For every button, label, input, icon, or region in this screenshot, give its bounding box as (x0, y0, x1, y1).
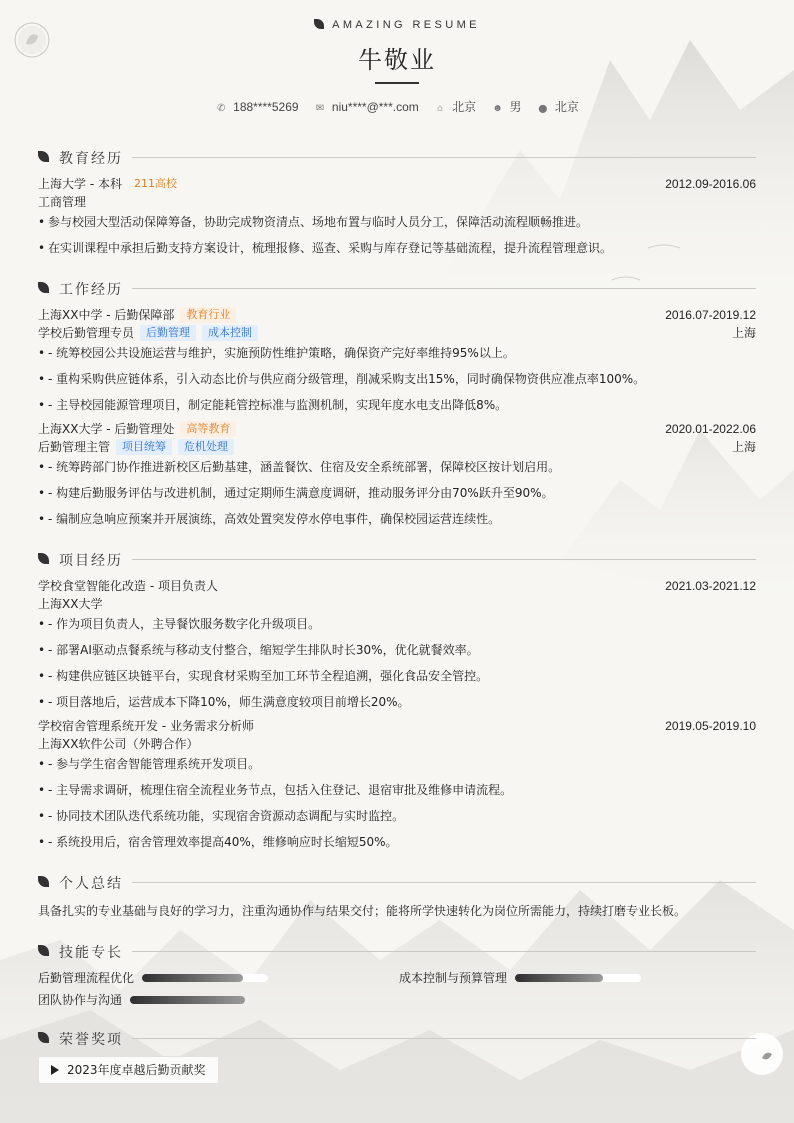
skill-bar-fill (142, 974, 243, 982)
project-org-row (38, 736, 756, 752)
skill-name: 团队协作与沟通 (38, 993, 123, 1007)
section-skills (38, 942, 756, 960)
project-bullet: • - 作为项目负责人，主导餐饮服务数字化升级项目。 (38, 617, 321, 631)
project-title: 学校食堂智能化改造 - 项目负责人 (38, 579, 218, 593)
work-bullet-text: - 统筹跨部门协作推进新校区后勤基建，涵盖餐饮、住宿及安全系统部署，保障校区按计划启用。 (48, 460, 561, 474)
education-bullet: • 在实训课程中承担后勤支持方案设计，梳理报修、巡查、采购与库存登记等基础流程，提升流程管理意识。 (38, 241, 613, 255)
section-divider (132, 882, 756, 883)
name-underline (375, 82, 419, 84)
location-icon: ⬤ (538, 104, 548, 113)
work-city: 上海 (731, 326, 756, 340)
honor-title: 2023年度卓越后勤贡献奖 (67, 1063, 206, 1077)
skill-bar-fill (515, 974, 603, 982)
section-honors (38, 1029, 756, 1047)
project-title: 学校宿舍管理系统开发 - 业务需求分析师 (38, 719, 254, 733)
contact-hometown-text: 北京 (452, 100, 477, 114)
brand-header (0, 19, 794, 31)
summary-text: 具备扎实的专业基础与良好的学习力，注重沟通协作与结果交付；能将所学快速转化为岗位所需能力，持续打磨专业长板。 (38, 904, 687, 918)
work-bullet: • - 统筹跨部门协作推进新校区后勤基建，涵盖餐饮、住宿及安全系统部署，保障校区按计划启用。 (38, 460, 561, 474)
skill-bar (142, 974, 268, 982)
section-projects (38, 550, 756, 568)
work-role-tag: 后勤管理 (140, 325, 196, 341)
work-org-tag: 教育行业 (180, 307, 236, 323)
section-education (38, 148, 756, 166)
section-bullet-icon (38, 553, 49, 564)
work-bullet: • - 构建后勤服务评估与改进机制，通过定期师生满意度调研，推动服务评分由70%跃升至90%。 (38, 486, 554, 500)
section-work (38, 279, 756, 297)
section-summary (38, 873, 756, 891)
contact-location (537, 98, 579, 115)
project-bullet-text: - 作为项目负责人，主导餐饮服务数字化升级项目。 (48, 617, 321, 631)
section-divider (132, 288, 756, 289)
project-bullet-text: - 参与学生宿舍智能管理系统开发项目。 (48, 757, 261, 771)
section-title: 教育经历 (59, 151, 123, 167)
project-bullet-text: - 部署AI驱动点餐系统与移动支付整合，缩短学生排队时长30%，优化就餐效率。 (48, 643, 479, 657)
skill-name: 成本控制与预算管理 (399, 971, 508, 985)
work-org-tag: 高等教育 (180, 421, 236, 437)
education-school: 上海大学 - 本科 (38, 177, 122, 191)
project-bullet: • - 协同技术团队迭代系统功能，实现宿舍资源动态调配与实时监控。 (38, 809, 405, 823)
skill-bar-fill (130, 996, 245, 1004)
work-bullet-text: - 重构采购供应链体系，引入动态比价与供应商分级管理，削减采购支出15%，同时确保物资供应准点率100%。 (48, 372, 646, 386)
section-title: 项目经历 (59, 553, 123, 569)
section-title: 技能专长 (59, 945, 123, 961)
section-title: 个人总结 (59, 876, 123, 892)
phone-icon: ✆ (216, 103, 226, 114)
project-bullet-text: - 系统投用后，宿舍管理效率提高40%，维修响应时长缩短50%。 (48, 835, 398, 849)
project-title-row (38, 718, 756, 734)
work-bullet-text: - 统筹校园公共设施运营与维护，实施预防性维护策略，确保资产完好率维持95%以上。 (48, 346, 515, 360)
section-bullet-icon (38, 282, 49, 293)
work-bullet-text: - 主导校园能源管理项目，制定能耗管控标准与监测机制，实现年度水电支出降低8%。 (48, 398, 508, 412)
play-triangle-icon (51, 1065, 59, 1075)
project-bullet: • - 系统投用后，宿舍管理效率提高40%，维修响应时长缩短50%。 (38, 835, 398, 849)
contact-email-text: niu****@***.com (331, 100, 419, 114)
work-role-tag: 项目统筹 (116, 439, 172, 455)
contact-hometown (434, 98, 476, 115)
section-divider (132, 559, 756, 560)
contact-gender-text: 男 (509, 100, 522, 114)
work-role-tag: 危机处理 (178, 439, 234, 455)
contact-email (314, 100, 419, 114)
project-bullet: • - 部署AI驱动点餐系统与移动支付整合，缩短学生排队时长30%，优化就餐效率。 (38, 643, 479, 657)
leaf-icon (314, 19, 324, 29)
section-divider (132, 951, 756, 952)
section-bullet-icon (38, 151, 49, 162)
project-bullet: • - 参与学生宿舍智能管理系统开发项目。 (38, 757, 261, 771)
work-role: 后勤管理主管 (38, 440, 111, 454)
contact-phone (215, 100, 298, 114)
project-date: 2019.05-2019.10 (665, 719, 756, 733)
honor-badge (38, 1056, 219, 1084)
education-tag: 211高校 (133, 177, 177, 190)
home-icon: ⌂ (437, 103, 444, 114)
work-role: 学校后勤管理专员 (38, 326, 135, 340)
work-city: 上海 (731, 440, 756, 454)
contact-phone-text: 188****5269 (233, 100, 299, 114)
work-bullet: • - 重构采购供应链体系，引入动态比价与供应商分级管理，削减采购支出15%，同时确保物资供应准点率100%。 (38, 372, 646, 386)
work-org: 上海XX中学 - 后勤保障部 (38, 308, 175, 322)
project-bullet: • - 构建供应链区块链平台，实现食材采购至加工环节全程追溯，强化食品安全管控。 (38, 669, 489, 683)
work-bullet-text: - 构建后勤服务评估与改进机制，通过定期师生满意度调研，推动服务评分由70%跃升至90%。 (48, 486, 554, 500)
education-date: 2012.09-2016.06 (665, 177, 756, 191)
mail-icon: ✉ (315, 103, 325, 114)
project-bullet: • - 主导需求调研，梳理住宿全流程业务节点，包括入住登记、退宿审批及维修申请流程。 (38, 783, 513, 797)
education-bullet-text: 在实训课程中承担后勤支持方案设计，梳理报修、巡查、采购与库存登记等基础流程，提升流程管理意识。 (48, 241, 613, 255)
contact-bar (0, 98, 794, 115)
section-title: 工作经历 (59, 282, 123, 298)
education-bullet: • 参与校园大型活动保障筹备，协助完成物资清点、场地布置与临时人员分工，保障活动流程顺畅推进。 (38, 215, 589, 229)
education-major: 工商管理 (38, 195, 87, 209)
work-role-row (38, 439, 756, 455)
project-bullet-text: - 构建供应链区块链平台，实现食材采购至加工环节全程追溯，强化食品安全管控。 (48, 669, 489, 683)
work-org: 上海XX大学 - 后勤管理处 (38, 422, 175, 436)
candidate-name: 牛敬业 (358, 46, 436, 74)
skill-bar (130, 996, 245, 1004)
project-bullet-text: - 主导需求调研，梳理住宿全流程业务节点，包括入住登记、退宿审批及维修申请流程。 (48, 783, 513, 797)
project-org: 上海XX大学 (38, 597, 103, 611)
work-role-tag: 成本控制 (202, 325, 258, 341)
education-bullet-text: 参与校园大型活动保障筹备，协助完成物资清点、场地布置与临时人员分工，保障活动流程顺畅推进。 (48, 215, 589, 229)
project-date: 2021.03-2021.12 (665, 579, 756, 593)
work-org-row (38, 307, 756, 323)
education-header (38, 176, 756, 192)
project-org-row (38, 596, 756, 612)
skill-item (38, 970, 278, 986)
work-bullet: • - 编制应急响应预案并开展演练，高效处置突发停水停电事件，确保校园运营连续性。 (38, 512, 501, 526)
work-date: 2016.07-2019.12 (665, 308, 756, 322)
section-title: 荣誉奖项 (59, 1032, 123, 1048)
project-bullet: • - 项目落地后，运营成本下降10%，师生满意度较项目前增长20%。 (38, 695, 410, 709)
contact-gender (491, 98, 521, 115)
skill-item (399, 970, 659, 986)
project-org: 上海XX软件公司（外聘合作） (38, 737, 199, 751)
section-divider (132, 157, 756, 158)
work-role-row (38, 325, 756, 341)
contact-location-text: 北京 (554, 100, 579, 114)
work-org-row (38, 421, 756, 437)
section-bullet-icon (38, 1032, 49, 1043)
skill-bar (515, 974, 641, 982)
work-bullet: • - 统筹校园公共设施运营与维护，实施预防性维护策略，确保资产完好率维持95%以上。 (38, 346, 515, 360)
work-date: 2020.01-2022.06 (665, 422, 756, 436)
education-major-row (38, 194, 756, 210)
work-bullet: • - 主导校园能源管理项目，制定能耗管控标准与监测机制，实现年度水电支出降低8%。 (38, 398, 508, 412)
project-bullet-text: - 协同技术团队迭代系统功能，实现宿舍资源动态调配与实时监控。 (48, 809, 405, 823)
brand-label: AMAZING RESUME (332, 19, 480, 31)
project-bullet-text: - 项目落地后，运营成本下降10%，师生满意度较项目前增长20%。 (48, 695, 410, 709)
gender-icon: ☻ (492, 103, 503, 114)
skill-name: 后勤管理流程优化 (38, 971, 135, 985)
project-title-row (38, 578, 756, 594)
section-bullet-icon (38, 876, 49, 887)
section-bullet-icon (38, 945, 49, 956)
work-bullet-text: - 编制应急响应预案并开展演练，高效处置突发停水停电事件，确保校园运营连续性。 (48, 512, 501, 526)
section-divider (132, 1038, 756, 1039)
skill-item (38, 992, 258, 1008)
